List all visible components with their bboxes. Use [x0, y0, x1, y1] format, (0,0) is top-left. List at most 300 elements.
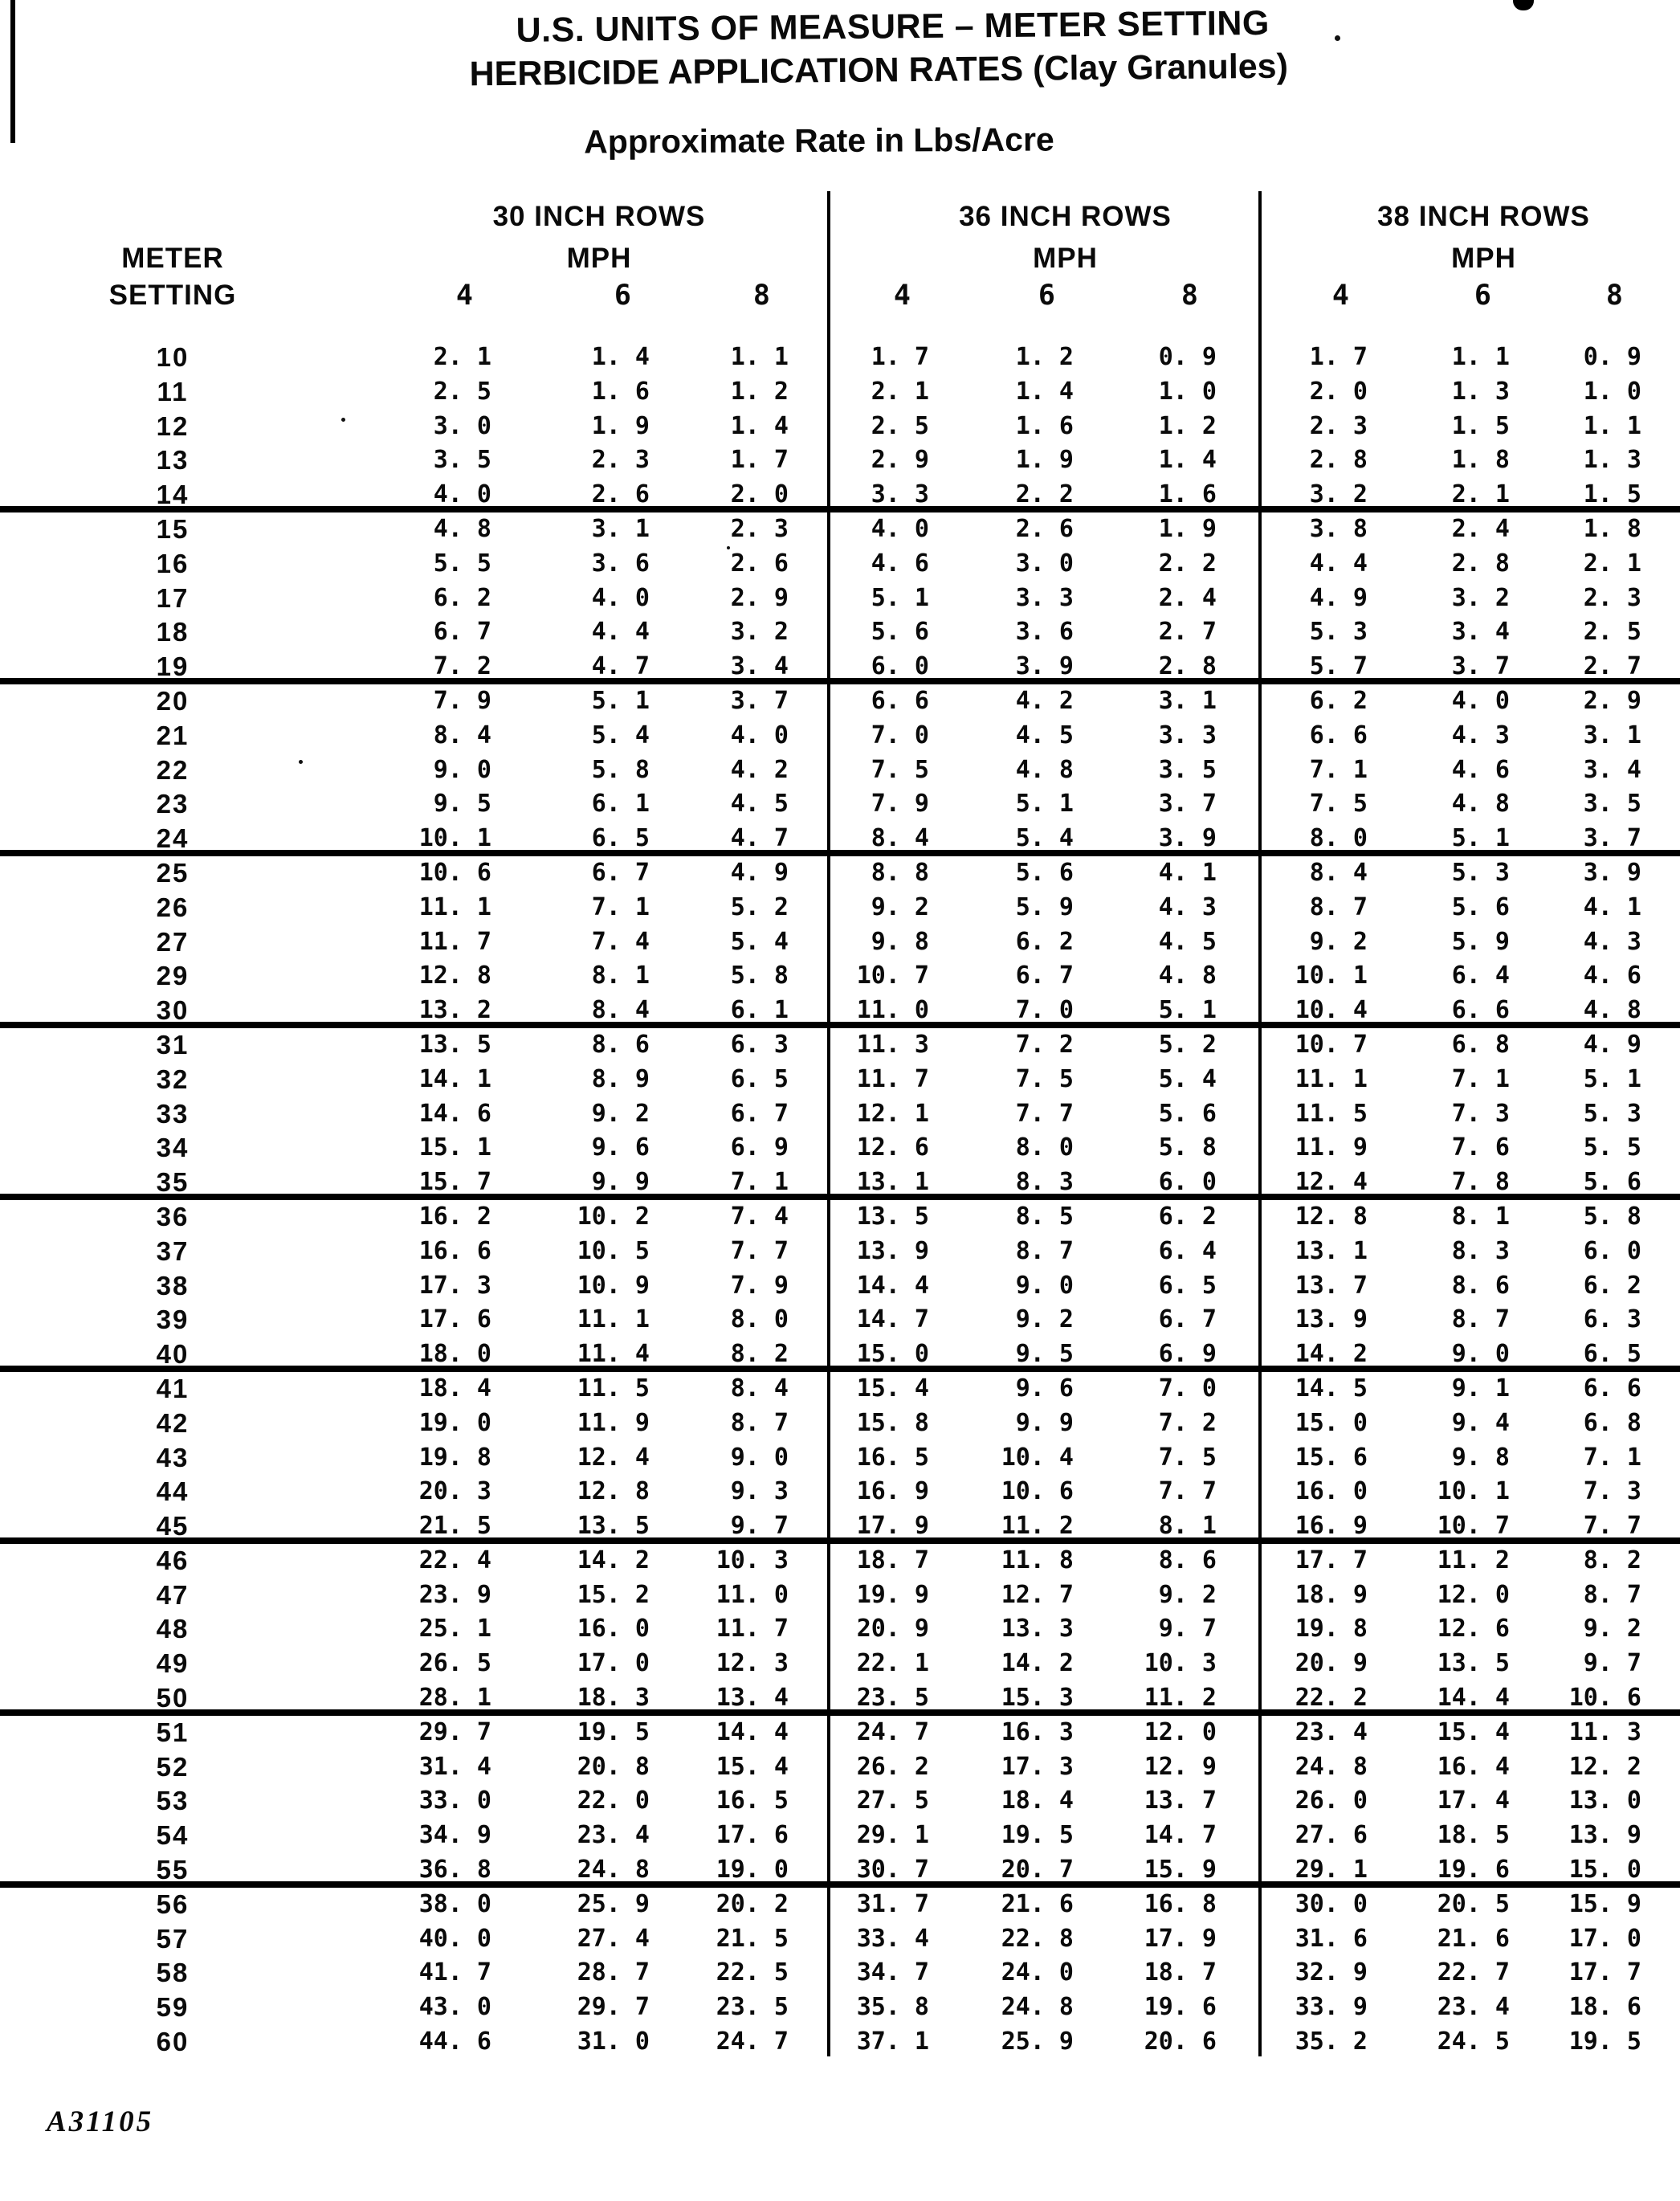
- meter-setting-value: 56: [156, 1889, 190, 1919]
- rate-value: 6. 0: [1158, 1168, 1217, 1197]
- rate-value: 2. 1: [1583, 549, 1641, 578]
- table-row: [0, 341, 1680, 375]
- rate-value: 16. 4: [1437, 1752, 1510, 1781]
- rate-value: 6. 2: [1309, 686, 1368, 715]
- rate-value: 23. 9: [418, 1580, 491, 1609]
- rate-value: 22. 2: [1295, 1684, 1368, 1713]
- mph-label-36-inch: MPH: [1033, 243, 1098, 274]
- rate-value: 1. 4: [591, 343, 650, 371]
- meter-setting-value: 21: [156, 720, 190, 750]
- rate-value: 6. 5: [1158, 1271, 1217, 1300]
- rate-value: 13. 5: [418, 1030, 491, 1059]
- rate-value: 18. 0: [418, 1340, 491, 1369]
- rate-value: 8. 4: [871, 824, 929, 853]
- rate-value: 12. 8: [418, 962, 491, 990]
- table-row: [0, 1131, 1680, 1166]
- rate-value: 3. 2: [730, 618, 789, 647]
- rate-value: 2. 5: [433, 377, 491, 406]
- rate-value: 5. 8: [1158, 1133, 1217, 1162]
- rate-value: 10. 7: [1437, 1512, 1510, 1541]
- rate-value: 12. 8: [1295, 1202, 1368, 1231]
- rate-value: 5. 6: [1583, 1168, 1641, 1197]
- rate-value: 9. 0: [1015, 1271, 1074, 1300]
- table-row: [0, 478, 1680, 512]
- rate-value: 13. 5: [577, 1512, 650, 1541]
- rate-value: 8. 6: [1451, 1271, 1510, 1300]
- rate-value: 10. 7: [1295, 1030, 1368, 1059]
- rate-value: 35. 8: [856, 1993, 929, 2022]
- rate-value: 1. 1: [1583, 411, 1641, 440]
- rate-value: 15. 2: [577, 1580, 650, 1609]
- rate-value: 8. 5: [1015, 1202, 1074, 1231]
- rate-value: 6. 8: [1451, 1030, 1510, 1059]
- meter-setting-value: 25: [156, 857, 190, 888]
- rate-value: 6. 5: [1583, 1340, 1641, 1369]
- rate-value: 6. 9: [1158, 1340, 1217, 1369]
- table-row: [0, 719, 1680, 753]
- group-label-38-inch: 38 INCH ROWS: [1377, 201, 1590, 232]
- rate-value: 28. 7: [577, 1958, 650, 1987]
- speed-col-30-6: 6: [614, 280, 632, 312]
- rate-value: 16. 6: [418, 1236, 491, 1265]
- table-row: [0, 787, 1680, 822]
- rate-value: 6. 7: [433, 618, 491, 647]
- rate-value: 27. 4: [577, 1924, 650, 1953]
- rate-value: 14. 1: [418, 1064, 491, 1093]
- rate-value: 1. 5: [1583, 480, 1641, 509]
- rate-value: 8. 1: [1451, 1202, 1510, 1231]
- meter-setting-value: 58: [156, 1958, 190, 1988]
- rate-value: 5. 5: [433, 549, 491, 578]
- table-row: [0, 1716, 1680, 1750]
- rate-value: 27. 6: [1295, 1821, 1368, 1850]
- form-number: A31105: [47, 2105, 154, 2138]
- rate-value: 7. 2: [433, 652, 491, 681]
- rate-value: 3. 1: [591, 514, 650, 543]
- rate-value: 7. 0: [871, 721, 929, 749]
- table-row: [0, 1063, 1680, 1097]
- rate-value: 7. 9: [871, 790, 929, 819]
- rate-value: 9. 4: [1451, 1408, 1510, 1437]
- rate-value: 3. 2: [1309, 480, 1368, 509]
- rate-value: 11. 7: [716, 1615, 789, 1644]
- rate-value: 12. 8: [577, 1477, 650, 1506]
- table-row: [0, 1475, 1680, 1509]
- rate-value: 7. 8: [1451, 1168, 1510, 1197]
- rate-value: 14. 7: [856, 1305, 929, 1334]
- rate-value: 5. 3: [1309, 618, 1368, 647]
- rate-value: 1. 9: [1015, 446, 1074, 475]
- rate-value: 26. 2: [856, 1752, 929, 1781]
- rate-value: 4. 2: [1015, 686, 1074, 715]
- rate-value: 7. 1: [1309, 755, 1368, 784]
- rate-value: 3. 3: [1015, 583, 1074, 612]
- meter-setting-value: 60: [156, 2027, 190, 2057]
- rate-value: 17. 4: [1437, 1787, 1510, 1815]
- rate-value: 29. 7: [418, 1717, 491, 1746]
- rate-value: 7. 3: [1451, 1099, 1510, 1128]
- meter-setting-value: 52: [156, 1751, 190, 1782]
- rate-value: 9. 7: [1583, 1649, 1641, 1678]
- rate-value: 4. 6: [1451, 755, 1510, 784]
- rate-value: 6. 6: [1583, 1374, 1641, 1403]
- rate-value: 29. 1: [856, 1821, 929, 1850]
- rate-value: 6. 9: [730, 1133, 789, 1162]
- rate-value: 11. 4: [577, 1340, 650, 1369]
- table-row: [0, 1578, 1680, 1613]
- table-row: [0, 410, 1680, 444]
- rate-value: 15. 7: [418, 1168, 491, 1197]
- rate-value: 11. 0: [716, 1580, 789, 1609]
- rate-value: 7. 1: [1583, 1443, 1641, 1472]
- rate-value: 5. 1: [871, 583, 929, 612]
- rate-value: 1. 1: [1451, 343, 1510, 371]
- rate-value: 4. 3: [1583, 927, 1641, 956]
- rate-value: 5. 6: [1451, 892, 1510, 921]
- rate-value: 10. 6: [1568, 1684, 1641, 1713]
- rate-value: 2. 2: [1158, 549, 1217, 578]
- rate-value: 7. 7: [1158, 1477, 1217, 1506]
- rate-value: 5. 4: [730, 927, 789, 956]
- rate-value: 5. 7: [1309, 652, 1368, 681]
- rate-value: 6. 8: [1583, 1408, 1641, 1437]
- rate-value: 11. 2: [1001, 1512, 1074, 1541]
- title-block: [0, 0, 1680, 99]
- rate-value: 22. 8: [1001, 1924, 1074, 1953]
- rate-value: 25. 1: [418, 1615, 491, 1644]
- rate-value: 9. 7: [730, 1512, 789, 1541]
- rate-value: 7. 4: [591, 927, 650, 956]
- meter-setting-value: 11: [157, 376, 189, 406]
- rate-value: 21. 5: [418, 1512, 491, 1541]
- table-row: [0, 1956, 1680, 1991]
- rate-value: 1. 2: [1015, 343, 1074, 371]
- rate-value: 8. 4: [730, 1374, 789, 1403]
- rate-value: 12. 6: [856, 1133, 929, 1162]
- rate-value: 32. 9: [1295, 1958, 1368, 1987]
- rate-value: 9. 9: [1015, 1408, 1074, 1437]
- rate-value: 21. 6: [1437, 1924, 1510, 1953]
- rate-value: 6. 7: [1015, 962, 1074, 990]
- rate-value: 19. 8: [1295, 1615, 1368, 1644]
- rate-value: 10. 3: [1144, 1649, 1217, 1678]
- rate-value: 19. 6: [1437, 1856, 1510, 1885]
- rate-value: 13. 9: [856, 1236, 929, 1265]
- rate-value: 11. 5: [577, 1374, 650, 1403]
- rate-value: 6. 3: [730, 1030, 789, 1059]
- rate-value: 14. 7: [1144, 1821, 1217, 1850]
- rate-value: 3. 5: [433, 446, 491, 475]
- meter-setting-value: 17: [156, 582, 190, 613]
- rate-value: 19. 5: [1001, 1821, 1074, 1850]
- table-row: [0, 1991, 1680, 2025]
- rate-value: 11. 1: [577, 1305, 650, 1334]
- rate-value: 3. 4: [1583, 755, 1641, 784]
- meter-setting-value: 51: [156, 1717, 190, 1747]
- rate-value: 1. 0: [1158, 377, 1217, 406]
- rate-value: 34. 9: [418, 1821, 491, 1850]
- rate-value: 9. 6: [591, 1133, 650, 1162]
- rate-value: 9. 6: [1015, 1374, 1074, 1403]
- rate-value: 2. 4: [1451, 514, 1510, 543]
- rate-value: 5. 9: [1015, 892, 1074, 921]
- table-row: [0, 1819, 1680, 1853]
- rate-value: 10. 3: [716, 1546, 789, 1574]
- rate-value: 15. 4: [716, 1752, 789, 1781]
- rate-value: 3. 6: [1015, 618, 1074, 647]
- rate-value: 14. 4: [856, 1271, 929, 1300]
- rate-value: 5. 1: [1015, 790, 1074, 819]
- rate-value: 33. 9: [1295, 1993, 1368, 2022]
- rate-value: 5. 2: [730, 892, 789, 921]
- rate-value: 24. 8: [1295, 1752, 1368, 1781]
- rate-value: 3. 5: [1158, 755, 1217, 784]
- table-row: [0, 1303, 1680, 1337]
- rate-value: 4. 6: [871, 549, 929, 578]
- rate-value: 9. 2: [591, 1099, 650, 1128]
- rate-value: 12. 0: [1144, 1717, 1217, 1746]
- rate-value: 17. 6: [418, 1305, 491, 1334]
- rate-value: 9. 8: [871, 927, 929, 956]
- rate-value: 19. 0: [418, 1408, 491, 1437]
- rate-value: 11. 2: [1144, 1684, 1217, 1713]
- rate-value: 5. 6: [871, 618, 929, 647]
- rate-value: 13. 7: [1295, 1271, 1368, 1300]
- rate-value: 23. 5: [716, 1993, 789, 2022]
- rate-value: 2. 9: [871, 446, 929, 475]
- rate-value: 10. 1: [1437, 1477, 1510, 1506]
- rate-value: 5. 3: [1583, 1099, 1641, 1128]
- group-label-36-inch: 36 INCH ROWS: [959, 201, 1172, 232]
- speed-col-38-8: 8: [1605, 280, 1624, 312]
- meter-setting-value: 43: [156, 1442, 190, 1472]
- meter-label-line2: SETTING: [108, 280, 237, 311]
- rate-value: 3. 7: [1451, 652, 1510, 681]
- rate-value: 24. 8: [1001, 1993, 1074, 2022]
- rate-value: 19. 6: [1144, 1993, 1217, 2022]
- rate-value: 4. 5: [1015, 721, 1074, 749]
- rate-value: 8. 8: [871, 858, 929, 887]
- rate-value: 19. 8: [418, 1443, 491, 1472]
- rate-value: 1. 4: [1015, 377, 1074, 406]
- rate-value: 1. 0: [1583, 377, 1641, 406]
- rate-value: 13. 1: [856, 1168, 929, 1197]
- meter-setting-value: 31: [156, 1029, 190, 1060]
- table-row: [0, 1097, 1680, 1132]
- rate-value: 24. 7: [716, 2027, 789, 2056]
- rate-value: 10. 6: [1001, 1477, 1074, 1506]
- rate-value: 5. 6: [1015, 858, 1074, 887]
- rate-value: 3. 4: [1451, 618, 1510, 647]
- rate-value: 10. 1: [1295, 962, 1368, 990]
- rate-value: 3. 7: [1583, 824, 1641, 853]
- rate-value: 30. 0: [1295, 1889, 1368, 1918]
- rate-value: 15. 0: [856, 1340, 929, 1369]
- meter-setting-value: 41: [156, 1373, 190, 1403]
- rate-value: 18. 4: [1001, 1787, 1074, 1815]
- rate-value: 2. 0: [730, 480, 789, 509]
- rate-value: 16. 3: [1001, 1717, 1074, 1746]
- speed-col-36-8: 8: [1180, 280, 1199, 312]
- rate-value: 36. 8: [418, 1856, 491, 1885]
- rate-value: 4. 7: [730, 824, 789, 853]
- table-row: [0, 2025, 1680, 2060]
- rate-value: 9. 1: [1451, 1374, 1510, 1403]
- rate-value: 4. 6: [1583, 962, 1641, 990]
- table-row: [0, 1544, 1680, 1578]
- rate-value: 1. 9: [591, 411, 650, 440]
- rate-value: 2. 0: [1309, 377, 1368, 406]
- rate-value: 8. 7: [1015, 1236, 1074, 1265]
- rate-value: 3. 7: [730, 686, 789, 715]
- rate-value: 8. 4: [433, 721, 491, 749]
- rate-value: 14. 4: [716, 1717, 789, 1746]
- rate-value: 18. 6: [1568, 1993, 1641, 2022]
- rate-value: 4. 9: [730, 858, 789, 887]
- rate-value: 7. 1: [1451, 1064, 1510, 1093]
- rate-value: 1. 7: [1309, 343, 1368, 371]
- rate-value: 22. 0: [577, 1787, 650, 1815]
- rate-value: 23. 4: [1295, 1717, 1368, 1746]
- meter-setting-value: 55: [156, 1855, 190, 1885]
- meter-setting-value: 35: [156, 1167, 190, 1198]
- rate-value: 9. 3: [730, 1477, 789, 1506]
- rate-value: 5. 8: [730, 962, 789, 990]
- rate-value: 22. 4: [418, 1546, 491, 1574]
- rate-value: 16. 9: [856, 1477, 929, 1506]
- rate-value: 27. 5: [856, 1787, 929, 1815]
- rate-value: 4. 8: [1158, 962, 1217, 990]
- rate-value: 6. 5: [591, 824, 650, 853]
- rate-value: 2. 7: [1583, 652, 1641, 681]
- rate-value: 9. 0: [730, 1443, 789, 1472]
- table-row: [0, 925, 1680, 960]
- rate-value: 15. 6: [1295, 1443, 1368, 1472]
- rate-value: 3. 4: [730, 652, 789, 681]
- rate-value: 7. 5: [1309, 790, 1368, 819]
- speed-col-38-4: 4: [1331, 280, 1350, 312]
- rate-value: 4. 8: [1015, 755, 1074, 784]
- rate-value: 6. 0: [871, 652, 929, 681]
- table-row: [0, 615, 1680, 650]
- rate-value: 1. 6: [591, 377, 650, 406]
- rate-value: 23. 4: [1437, 1993, 1510, 2022]
- rate-value: 5. 1: [1158, 996, 1217, 1025]
- rate-value: 43. 0: [418, 1993, 491, 2022]
- rate-value: 8. 2: [1583, 1546, 1641, 1574]
- rate-value: 15. 0: [1295, 1408, 1368, 1437]
- rate-value: 13. 5: [856, 1202, 929, 1231]
- rate-value: 2. 1: [433, 343, 491, 371]
- table-row: [0, 822, 1680, 856]
- meter-setting-value: 14: [156, 480, 190, 510]
- rate-value: 3. 0: [433, 411, 491, 440]
- rate-value: 1. 5: [1451, 411, 1510, 440]
- table-row: [0, 891, 1680, 925]
- meter-setting-value: 20: [156, 685, 190, 716]
- rate-value: 31. 7: [856, 1889, 929, 1918]
- rate-value: 29. 7: [577, 1993, 650, 2022]
- rate-value: 31. 6: [1295, 1924, 1368, 1953]
- rate-value: 7. 0: [1158, 1374, 1217, 1403]
- meter-setting-value: 23: [156, 789, 190, 819]
- rate-value: 12. 4: [1295, 1168, 1368, 1197]
- rate-value: 17. 6: [716, 1821, 789, 1850]
- rate-value: 12. 7: [1001, 1580, 1074, 1609]
- rate-value: 2. 6: [591, 480, 650, 509]
- rate-value: 6. 2: [1583, 1271, 1641, 1300]
- rate-value: 11. 3: [856, 1030, 929, 1059]
- rate-value: 1. 6: [1158, 480, 1217, 509]
- rate-value: 9. 9: [591, 1168, 650, 1197]
- rate-value: 1. 2: [730, 377, 789, 406]
- rate-value: 15. 8: [856, 1408, 929, 1437]
- rate-value: 18. 5: [1437, 1821, 1510, 1850]
- rate-value: 26. 5: [418, 1649, 491, 1678]
- rate-value: 8. 1: [591, 962, 650, 990]
- rate-value: 2. 5: [871, 411, 929, 440]
- rate-value: 6. 6: [871, 686, 929, 715]
- rate-value: 35. 2: [1295, 2027, 1368, 2056]
- rate-value: 8. 6: [1158, 1546, 1217, 1574]
- meter-setting-value: 32: [156, 1064, 190, 1094]
- rate-value: 6. 7: [730, 1099, 789, 1128]
- rate-value: 9. 7: [1158, 1615, 1217, 1644]
- rate-value: 12. 3: [716, 1649, 789, 1678]
- rate-value: 21. 5: [716, 1924, 789, 1953]
- rate-value: 4. 4: [591, 618, 650, 647]
- rate-value: 12. 4: [577, 1443, 650, 1472]
- rate-value: 15. 1: [418, 1133, 491, 1162]
- rate-value: 11. 7: [856, 1064, 929, 1093]
- meter-setting-value: 53: [156, 1786, 190, 1816]
- rate-value: 4. 3: [1158, 892, 1217, 921]
- rate-value: 33. 0: [418, 1787, 491, 1815]
- rate-value: 2. 4: [1158, 583, 1217, 612]
- rate-value: 6. 6: [1451, 996, 1510, 1025]
- rate-value: 2. 2: [1015, 480, 1074, 509]
- rate-value: 4. 9: [1309, 583, 1368, 612]
- rate-value: 12. 9: [1144, 1752, 1217, 1781]
- rate-value: 7. 5: [871, 755, 929, 784]
- rate-value: 2. 1: [871, 377, 929, 406]
- rate-value: 10. 6: [418, 858, 491, 887]
- meter-setting-value: 10: [156, 342, 190, 372]
- rate-value: 0. 9: [1583, 343, 1641, 371]
- rate-value: 11. 9: [1295, 1133, 1368, 1162]
- rate-value: 1. 4: [1158, 446, 1217, 475]
- rate-value: 17. 7: [1295, 1546, 1368, 1574]
- rate-value: 30. 7: [856, 1856, 929, 1885]
- rate-value: 3. 1: [1158, 686, 1217, 715]
- rate-value: 7. 1: [730, 1168, 789, 1197]
- table-row: [0, 856, 1680, 891]
- rate-value: 1. 9: [1158, 514, 1217, 543]
- rate-value: 7. 5: [1158, 1443, 1217, 1472]
- table-row: [0, 1922, 1680, 1957]
- rate-value: 5. 8: [1583, 1202, 1641, 1231]
- rate-value: 8. 9: [591, 1064, 650, 1093]
- meter-label-line1: METER: [121, 243, 224, 274]
- rate-value: 1. 8: [1583, 514, 1641, 543]
- rate-value: 2. 7: [1158, 618, 1217, 647]
- rate-value: 2. 3: [1583, 583, 1641, 612]
- rate-value: 9. 0: [1451, 1340, 1510, 1369]
- rate-value: 7. 2: [1015, 1030, 1074, 1059]
- rate-value: 5. 9: [1451, 927, 1510, 956]
- rate-value: 17. 3: [418, 1271, 491, 1300]
- rate-value: 44. 6: [418, 2027, 491, 2056]
